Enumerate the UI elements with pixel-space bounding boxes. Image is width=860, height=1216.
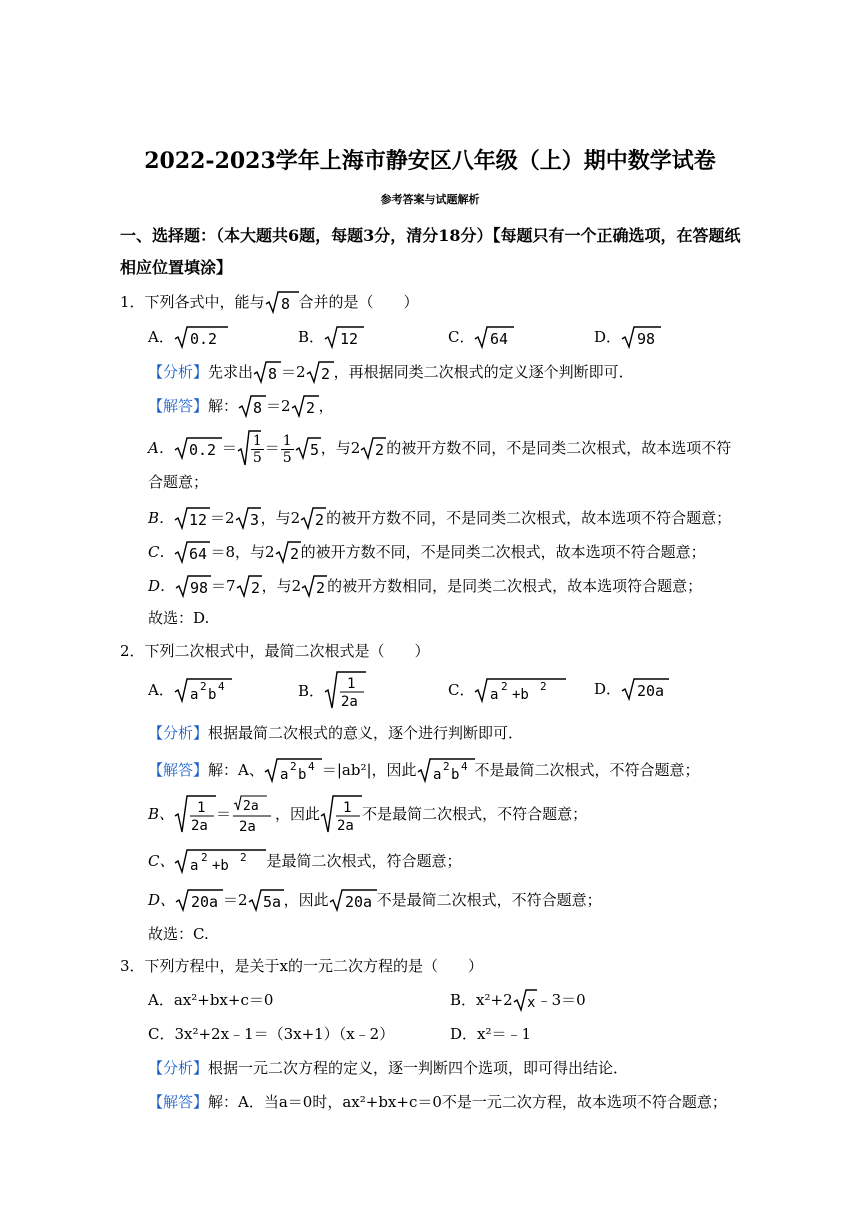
q3-option-b: B．x²+2 x ﹣3＝0 [450,988,586,1014]
q1-option-c: C． 64 [448,325,514,351]
q2-analysis: 【分析】根据最简二次根式的意义，逐个进行判断即可． [148,724,524,742]
radical-sign [329,888,377,914]
svg-text:4: 4 [307,760,315,773]
radical-sign [174,848,266,876]
q3-answer: 【解答】解：A．当a＝0时，ax²+bx+c＝0不是一元二次方程，故本选项不符合题意； [148,1093,727,1111]
section-heading-line2: 相应位置填涂】 [120,258,233,277]
q2-explain-d: D、 20a ＝2 5a ，因此 20a 不是最简二次根式，不符合题意； [148,888,602,914]
analysis-tag: 【分析】 [148,363,209,381]
radical-sign [236,574,262,600]
fraction-root [231,794,275,836]
q2-option-d: D． 20a [594,677,669,703]
analysis-tag: 【分析】 [148,1059,209,1077]
svg-text:2a: 2a [239,819,256,835]
svg-text:1: 1 [197,800,206,816]
svg-text:8: 8 [253,399,263,417]
svg-text:2: 2 [320,365,330,383]
svg-text:98: 98 [190,579,209,597]
radical-sign [301,574,327,600]
q3-option-a: A．ax²+bx+c＝0 [148,991,274,1009]
svg-text:5: 5 [309,441,319,459]
q1-choice: 故选：D. [148,609,210,627]
svg-text:0.2: 0.2 [188,441,216,459]
radical-sign [175,574,211,600]
q1-explain-d: D． 98 ＝7 2 ，与2 2 的被开方数相同，是同类二次根式，故本选项符合题意； [148,574,702,600]
svg-text:2: 2 [442,760,450,773]
svg-text:64: 64 [189,545,208,563]
svg-text:8: 8 [280,295,290,313]
analysis-tag: 【分析】 [148,724,209,742]
q2-explain-b: B、 1 2a ＝ 2a 2a ，因此 1 2a 不是最简二次根式，不符合题意； [148,792,587,836]
radical-sign [235,506,261,532]
q2-stem: 2．下列二次根式中，最简二次根式是（ ） [120,642,430,660]
radical-sign [265,290,299,316]
q1-option-b: B． 12 [298,325,364,351]
svg-text:2a: 2a [341,694,358,710]
q1-option-d: D． 98 [594,325,661,351]
svg-text:2a: 2a [191,818,208,834]
svg-text:5a: 5a [262,893,281,911]
svg-text:2: 2 [250,579,260,597]
q2-option-b: B． 1 2a [298,670,366,712]
svg-text:2: 2 [501,680,509,693]
q1-explain-a-cont: 合题意； [148,473,209,491]
svg-text:2: 2 [316,579,326,597]
radical-sign [474,325,514,351]
q1-analysis: 【分析】先求出 8 ＝2 2 ，再根据同类二次根式的定义逐个判断即可． [148,360,634,386]
svg-text:12: 12 [340,330,359,348]
svg-text:a: a [490,687,499,703]
document-subtitle: 参考答案与试题解析 [380,193,480,206]
svg-text:3: 3 [249,511,259,529]
svg-text:2: 2 [315,511,325,529]
svg-text:2a: 2a [243,799,259,814]
radical-sign [621,325,661,351]
svg-text:2: 2 [289,760,297,773]
svg-text:a: a [279,767,289,783]
radical-sign [474,677,566,705]
svg-text:2: 2 [201,851,209,864]
svg-text:b: b [207,687,217,703]
answer-tag: 【解答】 [148,761,209,779]
radical-sign [324,670,366,712]
radical-sign [238,394,266,420]
q3-option-d: D．x²＝﹣1 [450,1025,532,1043]
svg-text:2: 2 [540,680,548,693]
radical-sign [248,888,284,914]
svg-text:b: b [297,767,307,783]
svg-text:4: 4 [460,760,468,773]
q1-explain-b: B． 12 ＝2 3 ，与2 2 的被开方数不同，不是同类二次根式，故本选项不符合题意； [148,506,731,532]
svg-text:b: b [450,767,459,783]
svg-text:20a: 20a [191,893,219,911]
q1-explain-a: A． 0.2 ＝ $\frac{1}{5}$ ＝ $\frac{1}{5}$ 5 ，与2 2 的被开方数不同，不是同类二次根式，故本选项不符 [148,428,731,468]
q2-explain-c: C、 a 2 +b 2 是最简二次根式，符合题意； [148,848,462,876]
svg-text:2: 2 [305,399,315,417]
document-title: 2022-2023学年上海市静安区八年级（上）期中数学试卷 [144,148,716,174]
radical-sign [291,394,319,420]
radical-sign [300,506,326,532]
svg-text:20a: 20a [344,893,372,911]
q2-option-a: A． a 2 b 4 [148,677,232,705]
radical-sign [264,757,322,785]
q1-option-a: A． 0.2 [148,325,228,351]
radical-sign [174,540,210,566]
answer-tag: 【解答】 [148,1093,209,1111]
radical-sign [253,360,281,386]
svg-text:0.2: 0.2 [189,330,217,348]
radical-sign [174,506,210,532]
q3-option-c: C．3x²+2x﹣1＝（3x+1）（x﹣2） [148,1025,395,1043]
svg-text:2a: 2a [337,818,354,834]
svg-text:2: 2 [240,851,248,864]
radical-sign [621,677,669,703]
svg-text:2: 2 [375,441,385,459]
radical-sign [320,794,362,836]
q2-answer: 【解答】解：A、 a 2 b 4 ＝|ab²|，因此 a 2 b 4 不是最简二次根式，不符合题意； [148,757,700,785]
radical-sign [324,325,364,351]
svg-text:1: 1 [347,676,356,692]
answer-tag: 【解答】 [148,397,209,415]
svg-text:x: x [526,995,536,1011]
svg-text:8: 8 [268,365,278,383]
svg-text:a: a [189,687,199,703]
svg-text:+b: +b [512,687,530,703]
radical-sign [417,757,475,785]
svg-text:12: 12 [189,511,208,529]
radical-sign [174,794,216,836]
radical-sign [175,888,223,914]
svg-text:1: 1 [343,800,352,816]
svg-text:64: 64 [490,330,509,348]
radical-sign [360,436,386,462]
svg-text:2: 2 [289,545,299,563]
svg-text:2: 2 [199,680,207,693]
svg-text:+b: +b [212,858,230,874]
svg-text:98: 98 [637,330,656,348]
svg-text:4: 4 [217,680,225,693]
q2-choice: 故选：C. [148,925,209,943]
section-heading-line1: 一、选择题：（本大题共6题，每题3分，清分18分）【每题只有一个正确选项，在答题纸 [120,226,741,245]
svg-text:a: a [432,767,441,783]
radical-sign [174,325,228,351]
q2-option-c: C． a 2 +b 2 [448,677,566,705]
svg-text:a: a [190,858,199,874]
q1-answer: 【解答】解： 8 ＝2 2 ， [148,394,334,420]
q1-stem: 1．下列各式中，能与 8 合并的是（ ） [120,290,419,316]
q1-explain-c: C． 64 ＝8，与2 2 的被开方数不同，不是同类二次根式，故本选项不符合题意； [148,540,706,566]
radical-sign [275,540,301,566]
q3-analysis: 【分析】根据一元二次方程的定义，逐一判断四个选项，即可得出结论． [148,1059,629,1077]
radical-sign [513,988,537,1014]
svg-text:20a: 20a [637,682,665,700]
radical-sign [174,436,222,462]
radical-sign [174,677,232,705]
q3-stem: 3．下列方程中，是关于x的一元二次方程的是（ ） [120,957,484,975]
radical-sign [306,360,334,386]
radical-sign [295,436,321,462]
